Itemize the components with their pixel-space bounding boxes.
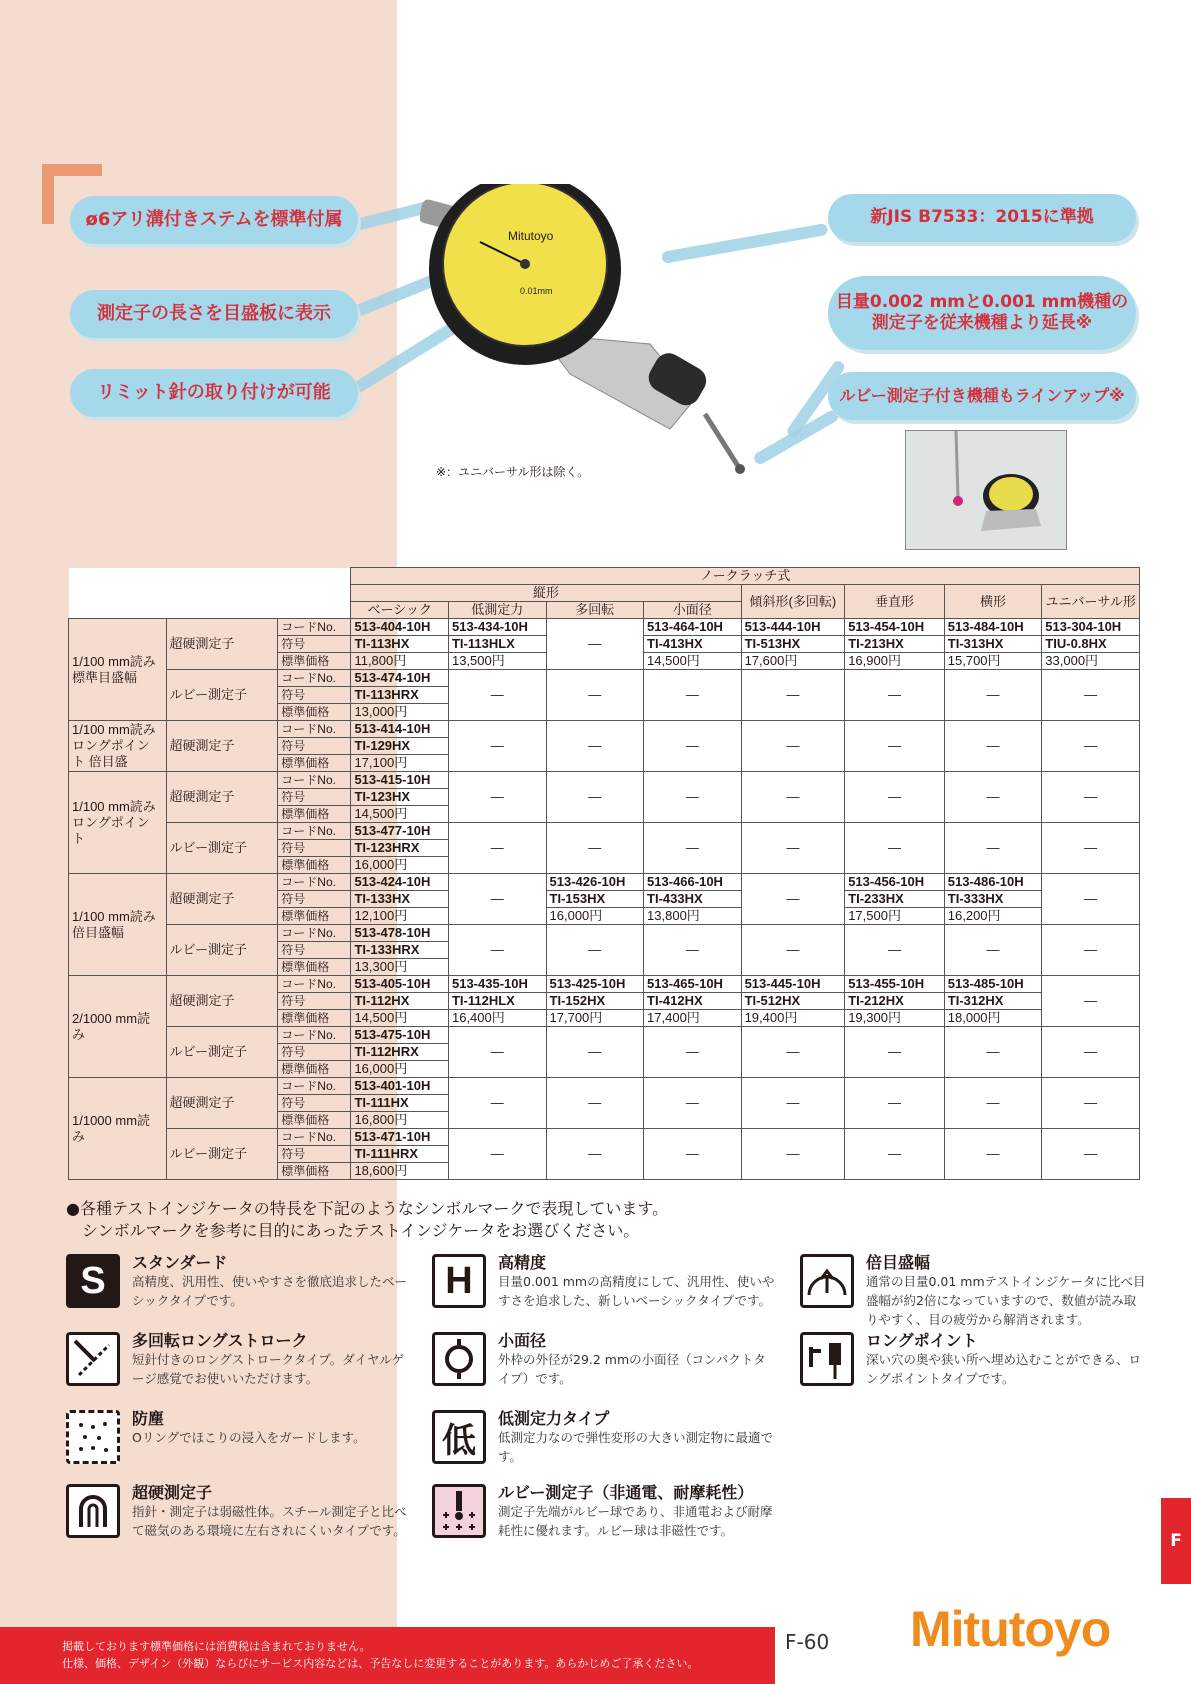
stylus-type: 超硬測定子: [166, 772, 278, 823]
row-label: コードNo.: [278, 619, 351, 636]
callout-ruby: ルビー測定子付き機種もラインアップ※: [828, 372, 1136, 420]
product-code: 513-456-10H: [845, 874, 945, 891]
header-universal: ユニバーサル形: [1042, 585, 1140, 619]
group-label: 1/100 mm読み ロングポイント: [69, 772, 167, 874]
row-label: コードNo.: [278, 874, 351, 891]
row-label: コードNo.: [278, 925, 351, 942]
unavailable-dash: —: [944, 1078, 1042, 1129]
stylus-type: ルビー測定子: [166, 1129, 278, 1180]
table-row: [69, 1129, 1140, 1146]
dial-resolution: 0.01mm: [520, 286, 553, 296]
product-code: 513-478-10H: [351, 925, 449, 942]
row-label: 符号: [278, 687, 351, 704]
row-label: 標準価格: [278, 806, 351, 823]
universal-note: ※：ユニバーサル形は除く。: [436, 465, 590, 479]
product-code: 513-304-10H: [1042, 619, 1140, 636]
symbol-title: 小面径: [498, 1331, 547, 1350]
unavailable-dash: —: [741, 772, 845, 823]
symbol-dustproof: [66, 1410, 406, 1472]
callout-extended-stylus: [828, 276, 1136, 350]
product-price: 14,500円: [644, 653, 742, 670]
product-price: 15,700円: [944, 653, 1042, 670]
symbol-low-force: [432, 1410, 772, 1472]
test-indicator-image: [420, 184, 750, 484]
callout-stem: ø6アリ溝付きステムを標準付属: [70, 196, 358, 244]
product-price: 14,500円: [351, 806, 449, 823]
symbol-desc: 深い穴の奥や狭い所へ埋め込むことができる、ロングポイントタイプです。: [866, 1352, 1142, 1386]
unavailable-dash: —: [546, 823, 644, 874]
symbol-title: 高精度: [498, 1253, 547, 1272]
header-basic: ベーシック: [351, 602, 449, 619]
row-label: コードNo.: [278, 976, 351, 993]
symbol-desc: 外枠の外径が29.2 mmの小面径（コンパクトタイプ）です。: [498, 1352, 766, 1386]
product-price: 16,000円: [351, 1061, 449, 1078]
stylus-type: ルビー測定子: [166, 823, 278, 874]
product-price: 16,200円: [944, 908, 1042, 925]
group-label: 1/1000 mm読み: [69, 1078, 167, 1180]
product-price: 17,500円: [845, 908, 945, 925]
symbol-intro-line2: シンボルマークを参考に目的にあったテストインジケータをお選びください。: [82, 1221, 640, 1240]
callout-limit-hand: リミット針の取り付けが可能: [70, 369, 358, 417]
unavailable-dash: —: [944, 670, 1042, 721]
standard-icon: S: [66, 1254, 120, 1308]
product-price: 17,400円: [644, 1010, 742, 1027]
row-label: 符号: [278, 942, 351, 959]
symbol-desc: 低測定力なので弾性変形の大きい測定物に最適です。: [498, 1430, 774, 1464]
row-label: 標準価格: [278, 1112, 351, 1129]
product-code: 513-435-10H: [448, 976, 546, 993]
ruby-icon: [432, 1484, 486, 1538]
group-label: 2/1000 mm読み: [69, 976, 167, 1078]
symbol-desc: 指針・測定子は弱磁性体。スチール測定子と比べて磁気のある環境に左右されにくいタイプです。: [132, 1504, 407, 1538]
row-label: コードNo.: [278, 823, 351, 840]
product-price: 17,100円: [351, 755, 449, 772]
symbol-desc: 目量0.001 mmの高精度にして、汎用性、使いやすさを追求した、新しいベーシックタイプです。: [498, 1274, 775, 1308]
symbol-desc: 短針付きのロングストロークタイプ。ダイヤルゲージ感覚でお使いいただけます。: [132, 1352, 405, 1386]
unavailable-dash: —: [546, 1027, 644, 1078]
section-tab[interactable]: F: [1161, 1498, 1191, 1584]
unavailable-dash: —: [741, 670, 845, 721]
symbol-desc: 測定子先端がルビー球であり、非通電および耐摩耗性に優れます。ルビー球は非磁性です。: [498, 1504, 773, 1538]
row-label: 標準価格: [278, 959, 351, 976]
stylus-type: 超硬測定子: [166, 721, 278, 772]
callout-jis: 新JIS B7533：2015に準拠: [828, 194, 1136, 242]
low-force-icon: [432, 1410, 486, 1464]
product-price: 18,600円: [351, 1163, 449, 1180]
row-label: 標準価格: [278, 1010, 351, 1027]
unavailable-dash: —: [944, 925, 1042, 976]
ruby-stylus-photo: [905, 430, 1067, 550]
row-label: 符号: [278, 1146, 351, 1163]
product-code: 513-465-10H: [644, 976, 742, 993]
magnet-icon: [66, 1484, 120, 1538]
unavailable-dash: —: [644, 721, 742, 772]
unavailable-dash: —: [1042, 925, 1140, 976]
symbol-double-scale: [800, 1253, 1146, 1327]
multi-rotation-icon: [66, 1332, 120, 1386]
product-code: 513-426-10H: [546, 874, 644, 891]
product-price: 13,800円: [644, 908, 742, 925]
product-price: 16,900円: [845, 653, 945, 670]
product-symbol: TI-512HX: [741, 993, 845, 1010]
unavailable-dash: —: [845, 772, 945, 823]
unavailable-dash: —: [845, 823, 945, 874]
row-label: 標準価格: [278, 755, 351, 772]
header-noclutch: ノークラッチ式: [351, 568, 1140, 585]
product-symbol: TI-312HX: [944, 993, 1042, 1010]
header-small: 小面径: [644, 602, 742, 619]
product-code: 513-466-10H: [644, 874, 742, 891]
product-symbol: TI-313HX: [944, 636, 1042, 653]
unavailable-dash: —: [845, 925, 945, 976]
callout-extended-line1: 目量0.002 mmと0.001 mm機種の: [835, 291, 1129, 312]
symbol-high-precision: [432, 1253, 775, 1316]
table-row: [69, 1078, 1140, 1095]
table-row: [69, 1027, 1140, 1044]
row-label: 符号: [278, 636, 351, 653]
unavailable-dash: —: [944, 1129, 1042, 1180]
header-vertical: 縦形: [351, 585, 741, 602]
product-price: 11,800円: [351, 653, 449, 670]
product-code: 513-474-10H: [351, 670, 449, 687]
footer-notice: [0, 1627, 775, 1684]
row-label: コードNo.: [278, 772, 351, 789]
product-symbol: TI-153HX: [546, 891, 644, 908]
unavailable-dash: —: [546, 1078, 644, 1129]
product-code: 513-444-10H: [741, 619, 845, 636]
product-code: 513-454-10H: [845, 619, 945, 636]
header-perp: 垂直形: [845, 585, 945, 619]
unavailable-dash: —: [1042, 976, 1140, 1027]
table-row: [69, 721, 1140, 738]
product-price: 13,500円: [448, 653, 546, 670]
symbol-small-face: [432, 1332, 772, 1394]
unavailable-dash: —: [448, 823, 546, 874]
unavailable-dash: —: [448, 1027, 546, 1078]
symbol-intro: [66, 1198, 668, 1242]
mitutoyo-logo: Mitutoyo: [910, 1601, 1111, 1657]
symbol-intro-line1: ●各種テストインジケータの特長を下記のようなシンボルマークで表現しています。: [66, 1199, 669, 1218]
product-symbol: TI-113HRX: [351, 687, 449, 704]
product-symbol: TI-213HX: [845, 636, 945, 653]
high-precision-icon: H: [432, 1254, 486, 1308]
unavailable-dash: —: [1042, 670, 1140, 721]
product-code: 513-484-10H: [944, 619, 1042, 636]
symbol-title: ロングポイント: [866, 1331, 978, 1350]
product-code: 513-425-10H: [546, 976, 644, 993]
row-label: 符号: [278, 1044, 351, 1061]
symbol-standard: [66, 1254, 406, 1316]
symbol-desc: Oリングでほこりの浸入をガードします。: [132, 1430, 366, 1445]
table-row: [69, 823, 1140, 840]
row-label: 符号: [278, 993, 351, 1010]
unavailable-dash: —: [741, 1027, 845, 1078]
unavailable-dash: —: [448, 721, 546, 772]
callout-extended-line2: 測定子を従来機種より延長※: [871, 313, 1093, 333]
product-code: 513-404-10H: [351, 619, 449, 636]
unavailable-dash: —: [1042, 721, 1140, 772]
callout-stylus-length: 測定子の長さを目盛板に表示: [70, 290, 358, 338]
product-code: 513-424-10H: [351, 874, 449, 891]
product-code: 513-455-10H: [845, 976, 945, 993]
unavailable-dash: —: [741, 925, 845, 976]
unavailable-dash: —: [644, 1129, 742, 1180]
row-label: コードNo.: [278, 1027, 351, 1044]
unavailable-dash: —: [546, 1129, 644, 1180]
unavailable-dash: —: [944, 721, 1042, 772]
dial-brand: Mitutoyo: [508, 229, 554, 243]
product-code: 513-434-10H: [448, 619, 546, 636]
row-label: 符号: [278, 840, 351, 857]
stylus-type: ルビー測定子: [166, 670, 278, 721]
unavailable-dash: —: [546, 772, 644, 823]
row-label: コードNo.: [278, 670, 351, 687]
product-symbol: TIU-0.8HX: [1042, 636, 1140, 653]
product-code: 513-471-10H: [351, 1129, 449, 1146]
row-label: 符号: [278, 891, 351, 908]
symbol-title: 防塵: [132, 1409, 165, 1428]
product-symbol: TI-433HX: [644, 891, 742, 908]
product-symbol: TI-113HX: [351, 636, 449, 653]
unavailable-dash: —: [741, 823, 845, 874]
unavailable-dash: —: [448, 772, 546, 823]
unavailable-dash: —: [448, 670, 546, 721]
unavailable-dash: —: [546, 619, 644, 670]
symbol-desc: 通常の目量0.01 mmテストインジケータに比べ目盛幅が約2倍になっていますので、数値が読み取りやすく、目の疲労から解消されます。: [866, 1274, 1146, 1327]
unavailable-dash: —: [845, 1027, 945, 1078]
symbol-long-point: [800, 1332, 1140, 1394]
unavailable-dash: —: [845, 1129, 945, 1180]
unavailable-dash: —: [741, 874, 845, 925]
row-label: 標準価格: [278, 1163, 351, 1180]
product-symbol: TI-129HX: [351, 738, 449, 755]
stylus-type: ルビー測定子: [166, 925, 278, 976]
unavailable-dash: —: [448, 1078, 546, 1129]
table-row: [69, 772, 1140, 789]
product-symbol: TI-112HX: [351, 993, 449, 1010]
table-row: [69, 874, 1140, 891]
unavailable-dash: —: [644, 925, 742, 976]
unavailable-dash: —: [1042, 1078, 1140, 1129]
unavailable-dash: —: [741, 1078, 845, 1129]
product-price: 13,000円: [351, 704, 449, 721]
product-price: 17,600円: [741, 653, 845, 670]
product-code: 513-475-10H: [351, 1027, 449, 1044]
product-code: 513-486-10H: [944, 874, 1042, 891]
product-symbol: TI-133HX: [351, 891, 449, 908]
low-force-icon-char: 低: [442, 1420, 476, 1461]
product-price: 16,000円: [546, 908, 644, 925]
unavailable-dash: —: [944, 823, 1042, 874]
row-label: 符号: [278, 1095, 351, 1112]
dustproof-icon: [66, 1410, 120, 1464]
unavailable-dash: —: [1042, 1027, 1140, 1078]
unavailable-dash: —: [845, 721, 945, 772]
product-code: 513-415-10H: [351, 772, 449, 789]
product-code: 513-464-10H: [644, 619, 742, 636]
unavailable-dash: —: [644, 670, 742, 721]
stylus-type: 超硬測定子: [166, 874, 278, 925]
unavailable-dash: —: [448, 925, 546, 976]
row-label: 標準価格: [278, 908, 351, 925]
product-price: 16,000円: [351, 857, 449, 874]
unavailable-dash: —: [546, 721, 644, 772]
product-price: 13,300円: [351, 959, 449, 976]
product-symbol: TI-413HX: [644, 636, 742, 653]
product-symbol: TI-212HX: [845, 993, 945, 1010]
product-symbol: TI-333HX: [944, 891, 1042, 908]
row-label: 符号: [278, 738, 351, 755]
page-number: F-60: [785, 1630, 830, 1654]
row-label: 標準価格: [278, 653, 351, 670]
table-row: [69, 925, 1140, 942]
row-label: 符号: [278, 789, 351, 806]
product-code: 513-477-10H: [351, 823, 449, 840]
product-code: 513-485-10H: [944, 976, 1042, 993]
group-label: 1/100 mm読み 倍目盛幅: [69, 874, 167, 976]
unavailable-dash: —: [1042, 1129, 1140, 1180]
unavailable-dash: —: [741, 721, 845, 772]
product-price: 18,000円: [944, 1010, 1042, 1027]
row-label: 標準価格: [278, 1061, 351, 1078]
header-multi: 多回転: [546, 602, 644, 619]
product-symbol: TI-112HRX: [351, 1044, 449, 1061]
unavailable-dash: —: [644, 1027, 742, 1078]
symbol-title: ルビー測定子（非通電、耐摩耗性）: [498, 1483, 754, 1502]
long-point-icon: [800, 1332, 854, 1386]
product-symbol: TI-412HX: [644, 993, 742, 1010]
product-symbol: TI-112HLX: [448, 993, 546, 1010]
product-price: 19,400円: [741, 1010, 845, 1027]
unavailable-dash: —: [546, 670, 644, 721]
product-symbol: TI-233HX: [845, 891, 945, 908]
group-label: 1/100 mm読み 標準目盛幅: [69, 619, 167, 721]
product-symbol: TI-152HX: [546, 993, 644, 1010]
symbol-desc: 高精度、汎用性、使いやすさを徹底追求したベーシックタイプです。: [132, 1274, 408, 1308]
unavailable-dash: —: [644, 772, 742, 823]
product-symbol: TI-113HLX: [448, 636, 546, 653]
symbol-title: 多回転ロングストローク: [132, 1331, 308, 1350]
symbol-title: 低測定力タイプ: [498, 1409, 610, 1428]
product-symbol: TI-123HX: [351, 789, 449, 806]
unavailable-dash: —: [448, 874, 546, 925]
row-label: 標準価格: [278, 857, 351, 874]
product-price: 17,700円: [546, 1010, 644, 1027]
spec-table-body: [69, 619, 1140, 1180]
row-label: コードNo.: [278, 1129, 351, 1146]
symbol-title: 超硬測定子: [132, 1483, 213, 1502]
unavailable-dash: —: [644, 823, 742, 874]
table-row: [69, 976, 1140, 993]
product-code: 513-414-10H: [351, 721, 449, 738]
header-low-force: 低測定力: [448, 602, 546, 619]
product-price: 12,100円: [351, 908, 449, 925]
small-face-icon: [432, 1332, 486, 1386]
footer-line1: 掲載しております標準価格には消費税は含まれておりません。: [62, 1640, 371, 1653]
product-code: 513-405-10H: [351, 976, 449, 993]
unavailable-dash: —: [944, 772, 1042, 823]
unavailable-dash: —: [944, 1027, 1042, 1078]
footer-line2: 仕様、価格、デザイン（外観）ならびにサービス内容などは、予告なしに変更することがあります。あらかじめご了承ください。: [62, 1657, 699, 1670]
symbol-ruby: [432, 1484, 772, 1546]
row-label: 標準価格: [278, 704, 351, 721]
table-row: [69, 670, 1140, 687]
unavailable-dash: —: [845, 1078, 945, 1129]
unavailable-dash: —: [1042, 772, 1140, 823]
unavailable-dash: —: [448, 1129, 546, 1180]
product-price: 33,000円: [1042, 653, 1140, 670]
product-price: 16,800円: [351, 1112, 449, 1129]
unavailable-dash: —: [1042, 823, 1140, 874]
product-symbol: TI-111HX: [351, 1095, 449, 1112]
product-symbol: TI-111HRX: [351, 1146, 449, 1163]
unavailable-dash: —: [845, 670, 945, 721]
group-label: 1/100 mm読み ロングポイント 倍目盛: [69, 721, 167, 772]
stylus-type: 超硬測定子: [166, 619, 278, 670]
product-price: 16,400円: [448, 1010, 546, 1027]
unavailable-dash: —: [1042, 874, 1140, 925]
symbol-multi-rotation: [66, 1332, 406, 1394]
product-symbol: TI-133HRX: [351, 942, 449, 959]
stylus-type: 超硬測定子: [166, 1078, 278, 1129]
unavailable-dash: —: [741, 1129, 845, 1180]
product-symbol: TI-513HX: [741, 636, 845, 653]
symbol-title: 倍目盛幅: [866, 1253, 931, 1272]
symbol-carbide: [66, 1484, 406, 1546]
row-label: コードNo.: [278, 1078, 351, 1095]
double-scale-dial-icon: [800, 1254, 854, 1308]
product-code: 513-445-10H: [741, 976, 845, 993]
header-horiz: 横形: [944, 585, 1042, 619]
product-symbol: TI-123HRX: [351, 840, 449, 857]
header-tilt: 傾斜形(多回転): [741, 585, 845, 619]
symbol-title: スタンダード: [132, 1253, 228, 1272]
row-label: コードNo.: [278, 721, 351, 738]
product-price: 19,300円: [845, 1010, 945, 1027]
stylus-type: 超硬測定子: [166, 976, 278, 1027]
product-code: 513-401-10H: [351, 1078, 449, 1095]
stylus-type: ルビー測定子: [166, 1027, 278, 1078]
table-row: [69, 619, 1140, 636]
unavailable-dash: —: [546, 925, 644, 976]
unavailable-dash: —: [644, 1078, 742, 1129]
spec-table: [68, 567, 1140, 1180]
product-price: 14,500円: [351, 1010, 449, 1027]
